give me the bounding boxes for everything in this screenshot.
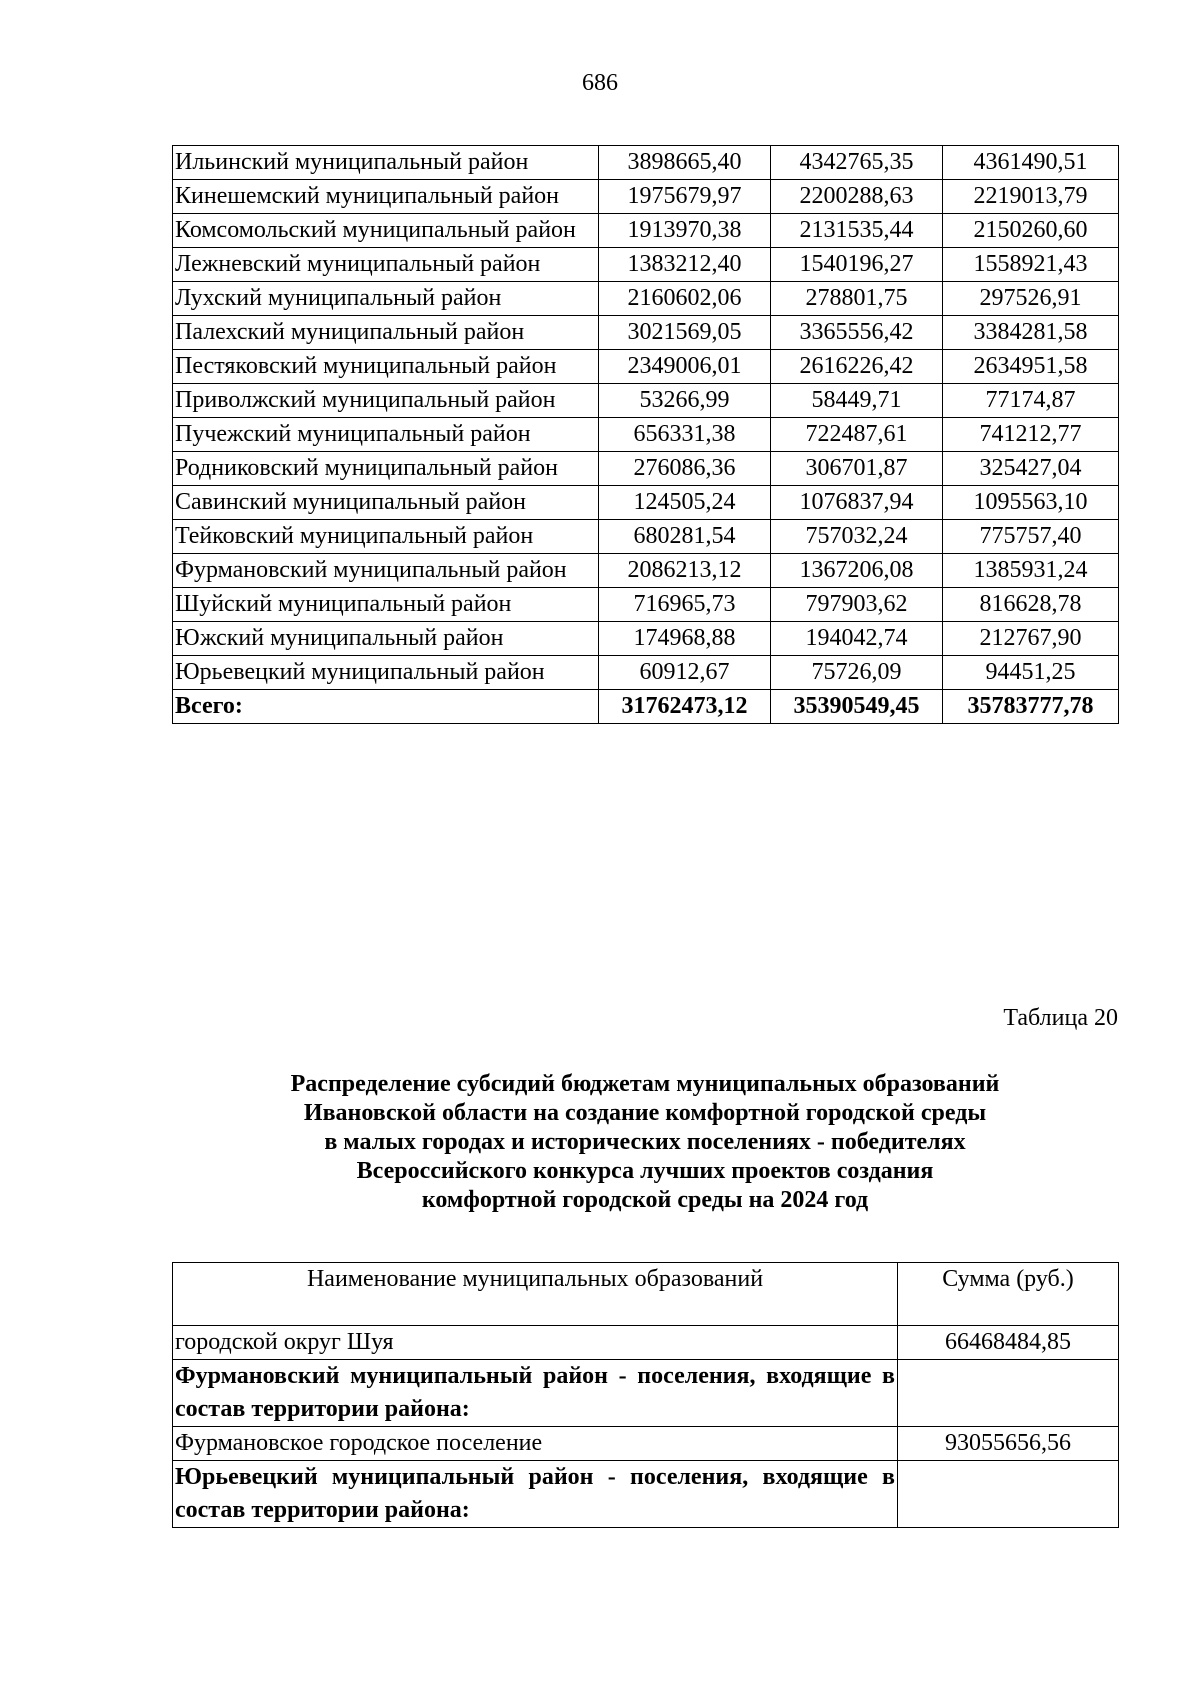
total-row	[173, 690, 1119, 724]
total-value-2: 35390549,45	[771, 690, 943, 724]
value-cell-3: 297526,91	[943, 282, 1119, 316]
page-number: 686	[582, 70, 618, 96]
district-name-cell: Лежневский муниципальный район	[173, 248, 599, 282]
value-cell-3: 212767,90	[943, 622, 1119, 656]
group-row	[173, 1461, 1119, 1528]
district-name-cell: Палехский муниципальный район	[173, 316, 599, 350]
value-cell-2: 1367206,08	[771, 554, 943, 588]
table-row	[173, 622, 1119, 656]
table-row	[173, 1326, 1119, 1360]
total-label: Всего:	[173, 690, 599, 724]
value-cell-2: 2616226,42	[771, 350, 943, 384]
sum-cell	[898, 1360, 1119, 1427]
district-name-cell: Лухский муниципальный район	[173, 282, 599, 316]
header-row	[173, 1263, 1119, 1326]
value-cell-3: 77174,87	[943, 384, 1119, 418]
table-row	[173, 588, 1119, 622]
table-row	[173, 214, 1119, 248]
table-row	[173, 282, 1119, 316]
value-cell-2: 4342765,35	[771, 146, 943, 180]
value-cell-3: 741212,77	[943, 418, 1119, 452]
district-name-cell: Тейковский муниципальный район	[173, 520, 599, 554]
group-row	[173, 1360, 1119, 1427]
table-title	[172, 1070, 1118, 1215]
title-line: Всероссийского конкурса лучших проектов создания	[356, 1158, 934, 1184]
value-cell-3: 325427,04	[943, 452, 1119, 486]
value-cell-2: 278801,75	[771, 282, 943, 316]
header-name: Наименование муниципальных образований	[173, 1263, 898, 1326]
table-row	[173, 554, 1119, 588]
value-cell-2: 2131535,44	[771, 214, 943, 248]
value-cell-2: 2200288,63	[771, 180, 943, 214]
value-cell-3: 775757,40	[943, 520, 1119, 554]
municipality-name-cell: городской округ Шуя	[173, 1326, 898, 1360]
district-name-cell: Родниковский муниципальный район	[173, 452, 599, 486]
title-line: Ивановской области на создание комфортной городской среды	[303, 1100, 987, 1126]
value-cell-1: 276086,36	[599, 452, 771, 486]
value-cell-3: 2150260,60	[943, 214, 1119, 248]
table-row	[173, 486, 1119, 520]
value-cell-2: 58449,71	[771, 384, 943, 418]
title-line: комфортной городской среды на 2024 год	[421, 1187, 869, 1213]
district-name-cell: Фурмановский муниципальный район	[173, 554, 599, 588]
municipality-name-cell: Фурмановское городское поселение	[173, 1427, 898, 1461]
table-number-caption: Таблица 20	[1003, 1005, 1118, 1031]
subsidy-distribution-table	[172, 1262, 1119, 1528]
value-cell-1: 60912,67	[599, 656, 771, 690]
district-name-cell: Кинешемский муниципальный район	[173, 180, 599, 214]
sum-cell: 66468484,85	[898, 1326, 1119, 1360]
district-name-cell: Приволжский муниципальный район	[173, 384, 599, 418]
table-row	[173, 248, 1119, 282]
title-line: в малых городах и исторических поселениях - победителях	[324, 1129, 966, 1155]
table-row	[173, 180, 1119, 214]
value-cell-1: 2349006,01	[599, 350, 771, 384]
value-cell-2: 1076837,94	[771, 486, 943, 520]
value-cell-3: 3384281,58	[943, 316, 1119, 350]
value-cell-2: 75726,09	[771, 656, 943, 690]
district-name-cell: Савинский муниципальный район	[173, 486, 599, 520]
table-row	[173, 520, 1119, 554]
table-row	[173, 316, 1119, 350]
value-cell-3: 4361490,51	[943, 146, 1119, 180]
value-cell-1: 2160602,06	[599, 282, 771, 316]
value-cell-2: 797903,62	[771, 588, 943, 622]
district-name-cell: Ильинский муниципальный район	[173, 146, 599, 180]
district-name-cell: Комсомольский муниципальный район	[173, 214, 599, 248]
value-cell-3: 1095563,10	[943, 486, 1119, 520]
value-cell-1: 2086213,12	[599, 554, 771, 588]
value-cell-3: 2634951,58	[943, 350, 1119, 384]
table-row	[173, 656, 1119, 690]
value-cell-3: 816628,78	[943, 588, 1119, 622]
district-name-cell: Пестяковский муниципальный район	[173, 350, 599, 384]
value-cell-1: 1383212,40	[599, 248, 771, 282]
subsidy-table-continued	[172, 145, 1119, 724]
table-row	[173, 418, 1119, 452]
value-cell-1: 716965,73	[599, 588, 771, 622]
value-cell-1: 656331,38	[599, 418, 771, 452]
value-cell-2: 306701,87	[771, 452, 943, 486]
value-cell-1: 1975679,97	[599, 180, 771, 214]
value-cell-1: 174968,88	[599, 622, 771, 656]
value-cell-1: 680281,54	[599, 520, 771, 554]
district-name-cell: Южский муниципальный район	[173, 622, 599, 656]
value-cell-1: 124505,24	[599, 486, 771, 520]
total-value-3: 35783777,78	[943, 690, 1119, 724]
value-cell-1: 3898665,40	[599, 146, 771, 180]
table-row	[173, 146, 1119, 180]
sum-cell: 93055656,56	[898, 1427, 1119, 1461]
value-cell-2: 722487,61	[771, 418, 943, 452]
table-row	[173, 452, 1119, 486]
group-name-cell: Юрьевецкий муниципальный район - поселения, входящие в состав территории района:	[173, 1461, 898, 1528]
value-cell-3: 94451,25	[943, 656, 1119, 690]
value-cell-3: 1385931,24	[943, 554, 1119, 588]
value-cell-2: 194042,74	[771, 622, 943, 656]
value-cell-2: 1540196,27	[771, 248, 943, 282]
table-row	[173, 1427, 1119, 1461]
district-name-cell: Шуйский муниципальный район	[173, 588, 599, 622]
table-row	[173, 384, 1119, 418]
header-sum: Сумма (руб.)	[898, 1263, 1119, 1326]
title-line: Распределение субсидий бюджетам муниципальных образований	[290, 1071, 1000, 1097]
total-value-1: 31762473,12	[599, 690, 771, 724]
value-cell-1: 53266,99	[599, 384, 771, 418]
group-name-cell: Фурмановский муниципальный район - поселения, входящие в состав территории района:	[173, 1360, 898, 1427]
value-cell-2: 757032,24	[771, 520, 943, 554]
district-name-cell: Пучежский муниципальный район	[173, 418, 599, 452]
sum-cell	[898, 1461, 1119, 1528]
value-cell-1: 1913970,38	[599, 214, 771, 248]
value-cell-3: 1558921,43	[943, 248, 1119, 282]
value-cell-2: 3365556,42	[771, 316, 943, 350]
district-name-cell: Юрьевецкий муниципальный район	[173, 656, 599, 690]
table-row	[173, 350, 1119, 384]
value-cell-1: 3021569,05	[599, 316, 771, 350]
value-cell-3: 2219013,79	[943, 180, 1119, 214]
